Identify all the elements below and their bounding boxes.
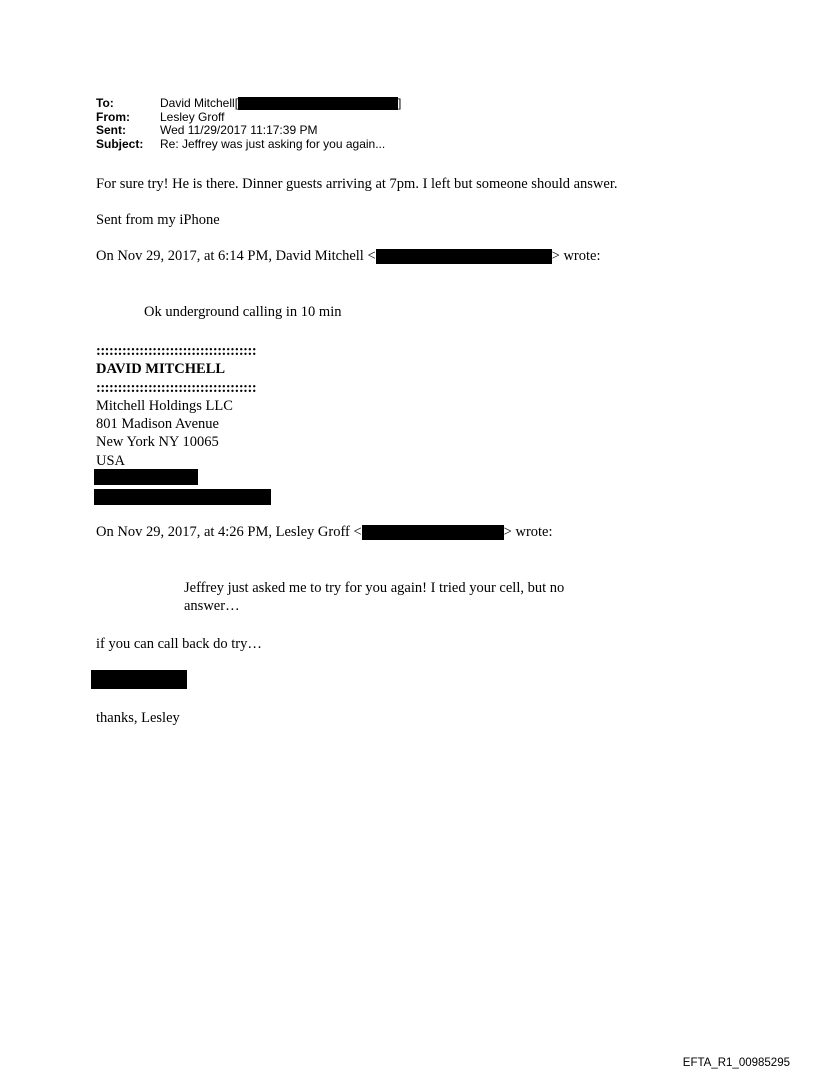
signature-block [96, 342, 256, 470]
redaction-block [362, 525, 504, 540]
signature-address-1: 801 Madison Avenue [96, 416, 219, 433]
to-label: To: [96, 96, 114, 110]
signature-dots-top: ::::::::::::::::::::::::::::::::::::: [96, 343, 257, 359]
sent-label: Sent: [96, 123, 126, 137]
quote1-attribution [96, 247, 601, 265]
quote1-text: Ok underground calling in 10 min [144, 304, 342, 320]
thanks-line: thanks, Lesley [96, 710, 180, 726]
quote1-prefix: On Nov 29, 2017, at 6:14 PM, David Mitchell < [96, 248, 376, 264]
signature-dots-bottom: ::::::::::::::::::::::::::::::::::::: [96, 379, 257, 396]
to-suffix: ] [398, 96, 402, 110]
quote2-attribution [96, 523, 553, 541]
quote2-text [184, 579, 564, 615]
subject-label: Subject: [96, 136, 144, 151]
redaction-block [94, 489, 271, 505]
document-id: EFTA_R1_00985295 [682, 1057, 790, 1069]
sent-row [96, 124, 401, 138]
redaction-block [238, 97, 398, 110]
to-value: David Mitchell[ [160, 96, 239, 110]
callback-line: if you can call back do try… [96, 636, 262, 652]
subject-row [96, 138, 401, 152]
quote2-line-2: answer… [184, 598, 240, 614]
email-header [96, 97, 401, 151]
from-label: From: [96, 109, 130, 124]
redaction-block [376, 249, 552, 264]
subject-value: Re: Jeffrey was just asking for you again... [160, 136, 386, 151]
sent-from-line: Sent from my iPhone [96, 212, 220, 228]
redaction-block [94, 469, 198, 485]
signature-address-2: New York NY 10065 [96, 434, 219, 451]
from-value: Lesley Groff [160, 109, 225, 124]
from-row [96, 111, 401, 125]
to-row [96, 97, 401, 111]
sent-value: Wed 11/29/2017 11:17:39 PM [160, 123, 318, 137]
quote2-suffix: > wrote: [503, 524, 553, 540]
signature-name: DAVID MITCHELL [96, 361, 226, 378]
quote2-line-1: Jeffrey just asked me to try for you again! I tried your cell, but no [184, 580, 565, 596]
signature-country: USA [96, 452, 126, 469]
redaction-block [91, 670, 187, 689]
quote1-suffix: > wrote: [551, 248, 601, 264]
signature-company: Mitchell Holdings LLC [96, 397, 233, 414]
reply-text: For sure try! He is there. Dinner guests arriving at 7pm. I left but someone should answer. [96, 176, 618, 192]
quote2-prefix: On Nov 29, 2017, at 4:26 PM, Lesley Groff < [96, 524, 362, 540]
